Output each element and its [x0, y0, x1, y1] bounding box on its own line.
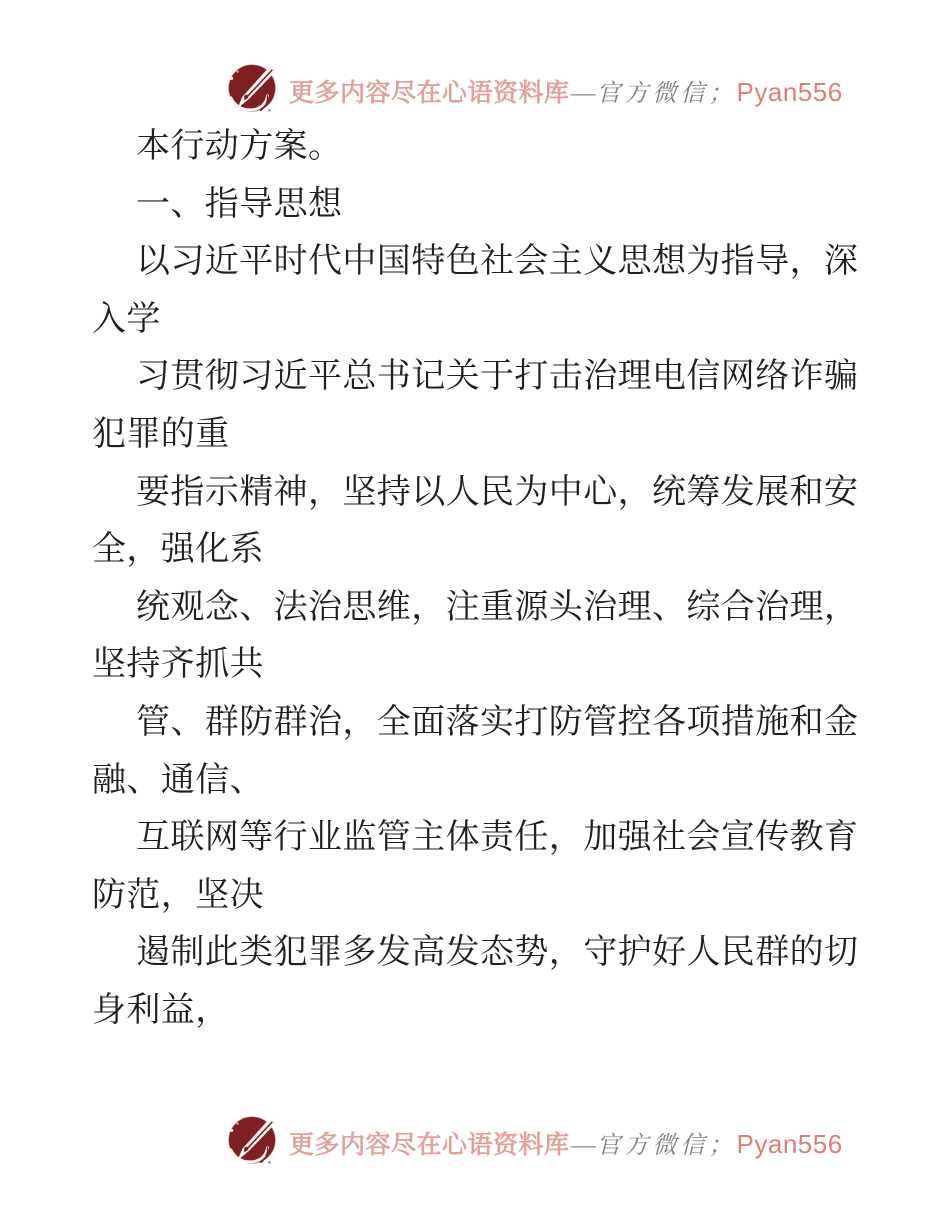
document-text-line: 一、指导思想 — [136, 185, 343, 223]
footer-watermark — [224, 1114, 843, 1172]
document-text-line: 身利益， — [92, 991, 230, 1029]
document-text-line: 犯罪的重 — [92, 415, 230, 453]
watermark-wechat-label: 官方微信； — [596, 79, 737, 107]
document-text-line: 防范，坚决 — [92, 876, 264, 914]
document-text-line: 全，强化系 — [92, 531, 264, 569]
document-text-line: 要指示精神，坚持以人民为中心，统筹发展和安 — [136, 473, 859, 511]
watermark-text — [289, 1125, 843, 1161]
document-text-line: 统观念、法治思维，注重源头治理、综合治理， — [136, 588, 859, 626]
header-watermark — [224, 62, 843, 120]
watermark-wechat-id: Pyan556 — [736, 77, 843, 107]
document-text-line: 融、通信、 — [92, 761, 264, 799]
document-text-line: 遏制此类犯罪多发高发态势，守护好人民群的切 — [136, 934, 859, 972]
pen-nib-logo-icon — [224, 62, 282, 120]
watermark-text — [289, 73, 843, 109]
watermark-dash: — — [570, 80, 596, 107]
watermark-dash: — — [570, 1132, 596, 1159]
document-text-line: 以习近平时代中国特色社会主义思想为指导，深 — [136, 243, 859, 281]
document-text-line: 入学 — [92, 300, 161, 338]
document-body — [92, 118, 862, 1040]
document-text-line: 本行动方案。 — [136, 128, 343, 165]
document-text-line: 互联网等行业监管主体责任，加强社会宣传教育 — [136, 819, 859, 857]
watermark-brand-text: 更多内容尽在心语资料库 — [289, 1132, 570, 1159]
watermark-brand-text: 更多内容尽在心语资料库 — [289, 80, 570, 107]
document-text-line: 坚持齐抓共 — [92, 646, 264, 684]
watermark-wechat-id: Pyan556 — [736, 1129, 843, 1159]
pen-nib-logo-icon — [224, 1114, 282, 1172]
document-text-line: 管、群防群治，全面落实打防管控各项措施和金 — [136, 703, 859, 741]
document-text-line: 习贯彻习近平总书记关于打击治理电信网络诈骗 — [136, 358, 859, 396]
watermark-wechat-label: 官方微信； — [596, 1131, 737, 1159]
